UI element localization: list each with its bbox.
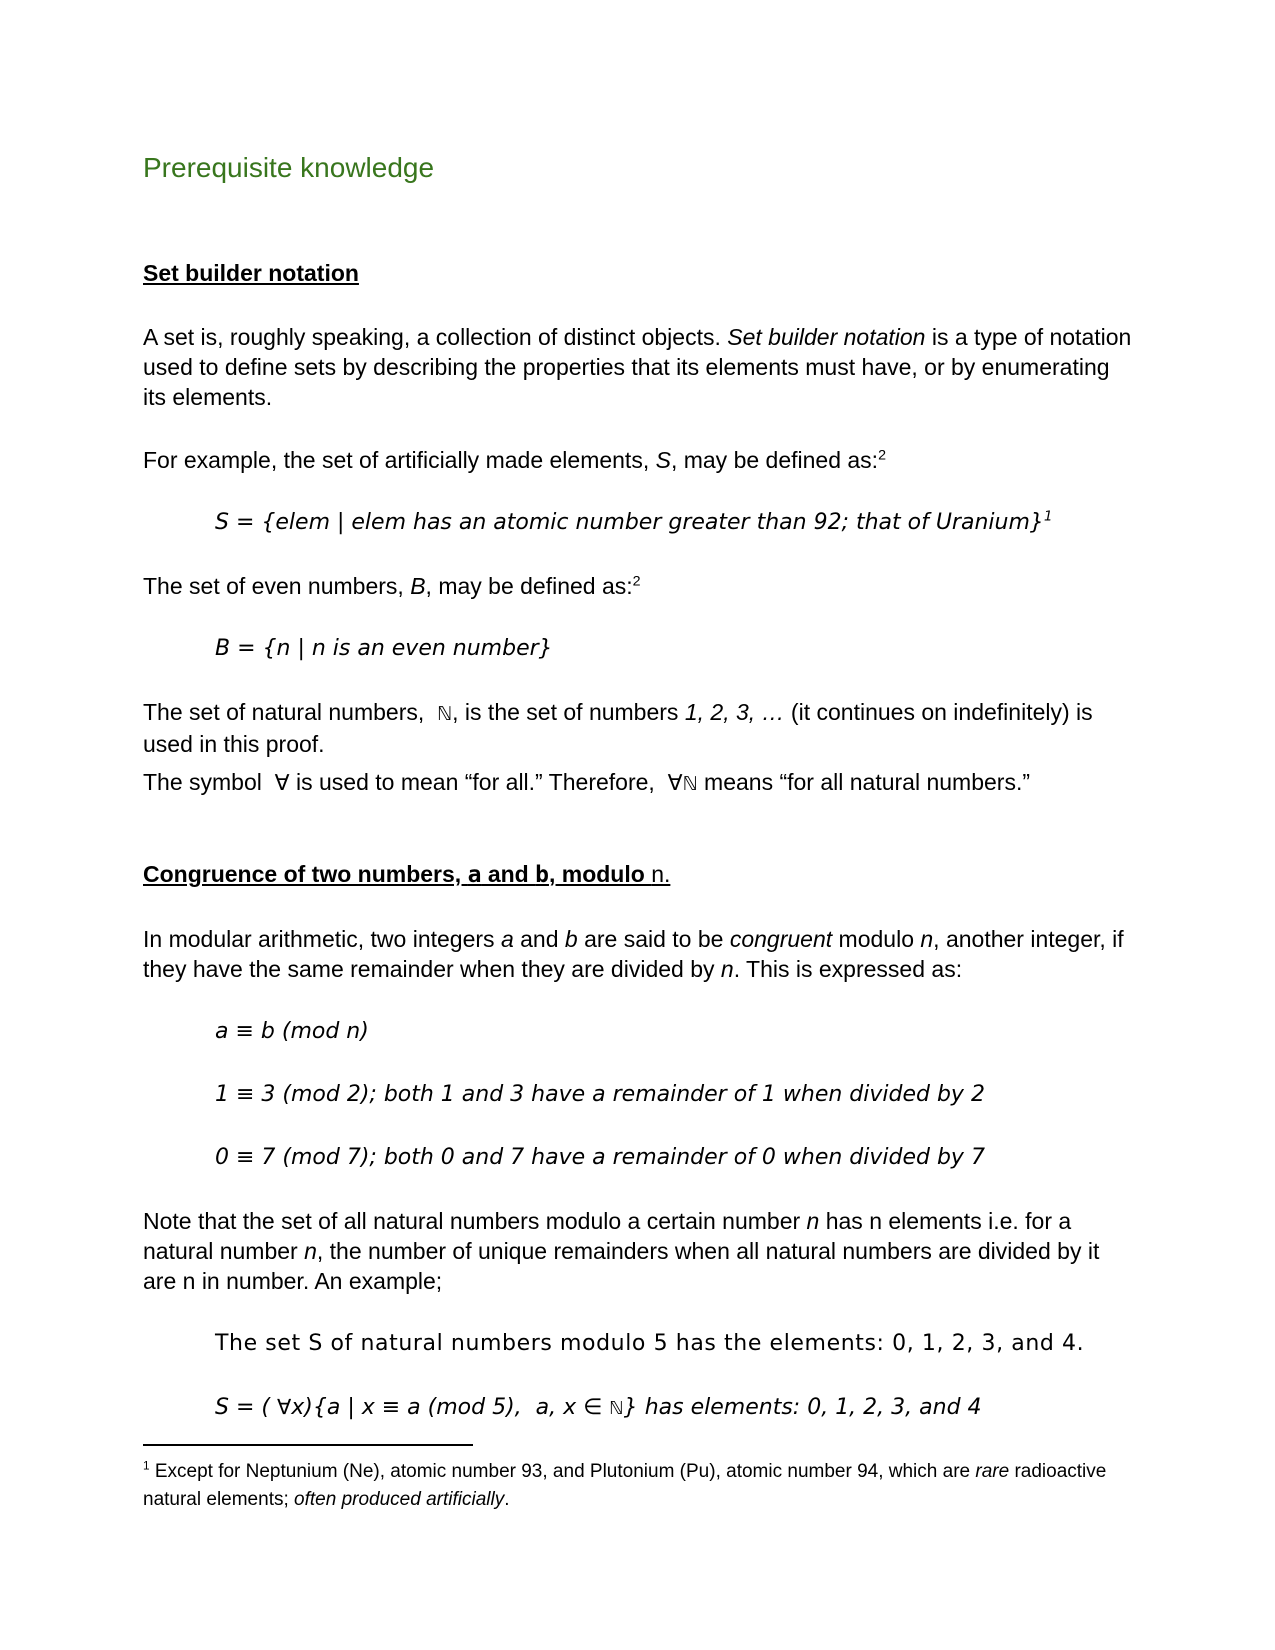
text-segment: often produced artificially [294, 1489, 505, 1510]
text-segment: modulo [832, 926, 921, 952]
text-segment: rare [975, 1461, 1010, 1482]
text-segment: and [513, 926, 565, 952]
text-segment: ℕ [609, 1398, 624, 1419]
text-segment: Note that the set of all natural numbers modulo a certain number [143, 1208, 807, 1234]
text-segment: b [564, 926, 578, 952]
text-segment: Except for Neptunium (Ne), atomic number 93, and Plutonium (Pu), atomic number 94, which are [149, 1461, 976, 1482]
eq-set-b-definition [215, 634, 1133, 664]
text-segment: and [481, 861, 536, 887]
text-segment: , the number of unique remainders when all natural numbers are divided by it are n in number. An example; [143, 1238, 1106, 1294]
text-segment: The set S of natural numbers modulo 5 has the elements: 0, 1, 2, 3, and 4. [215, 1331, 1085, 1356]
text-segment: Congruence of two numbers, [143, 861, 468, 887]
text-segment: , modulo [548, 861, 652, 887]
page-title: Prerequisite knowledge [143, 152, 435, 183]
text-segment: is used to mean “for all.” Therefore, [289, 769, 668, 795]
text-segment: ∀ [667, 771, 683, 796]
eq-congruence-general [215, 1017, 1133, 1047]
text-segment: 1 [1043, 508, 1053, 525]
text-segment: } has elements: 0, 1, 2, 3, and 4 [623, 1395, 982, 1420]
text-segment: 0 ≡ 7 (mod 7); both 0 and 7 have a remainder of 0 when divided by 7 [215, 1145, 985, 1170]
text-segment: ∀ [276, 1395, 292, 1419]
text-segment: radioactive natural elements; [143, 1461, 1112, 1510]
para-example-intro [143, 445, 1133, 475]
para-even-numbers-intro [143, 571, 1133, 601]
text-segment: a ≡ b (mod n) [215, 1019, 369, 1044]
text-segment: , another integer, if they have the same remainder when they are divided by [143, 926, 1131, 982]
eq-set-modulo-5-definition [215, 1392, 1133, 1424]
text-segment: , is the set of numbers [452, 699, 685, 725]
text-segment: , may be defined as: [425, 573, 633, 599]
example-set-modulo-5 [215, 1329, 1133, 1359]
text-segment: n. [651, 861, 671, 887]
text-segment: x){a | x ≡ a (mod 5), a, x ∈ [291, 1395, 610, 1420]
text-segment: , may be defined as: [670, 447, 879, 473]
text-segment: n [806, 1208, 820, 1234]
text-segment: 2 [632, 573, 641, 590]
para-set-definition [143, 322, 1138, 412]
text-segment: 1 [143, 1459, 150, 1473]
eq-congruence-example-1 [215, 1080, 1133, 1110]
eq-set-s-definition [215, 508, 1133, 538]
text-segment: 1, 2, 3, … [684, 699, 785, 725]
text-segment: 1 ≡ 3 (mod 2); both 1 and 3 have a remainder of 1 when divided by 2 [215, 1082, 985, 1107]
text-segment: The set of even numbers, [143, 573, 411, 599]
text-segment: means “for all natural numbers.” [697, 769, 1030, 795]
text-segment: S = ( [215, 1395, 277, 1420]
text-segment: congruent [729, 926, 833, 952]
text-segment: . This is expressed as: [733, 956, 963, 982]
para-natural-numbers [143, 697, 1133, 759]
document-content [143, 150, 1138, 1514]
text-segment: In modular arithmetic, two integers [143, 926, 501, 952]
heading-set-builder-notation [143, 258, 1133, 288]
text-segment: b [535, 862, 549, 888]
text-segment: The symbol [143, 769, 275, 795]
text-segment: n [920, 926, 934, 952]
text-segment: The set of natural numbers, [143, 699, 438, 725]
text-segment: S [655, 447, 671, 473]
text-segment: a [500, 926, 514, 952]
text-segment: ∀ [274, 771, 290, 796]
text-segment: are said to be [577, 926, 730, 952]
para-note-modulo-elements [143, 1206, 1133, 1296]
text-segment: B [410, 573, 426, 599]
text-segment: For example, the set of artificially made elements, [143, 447, 656, 473]
para-congruence-definition [143, 924, 1133, 984]
text-segment: ℕ [437, 703, 453, 724]
text-segment: has n elements i.e. for a natural number [143, 1208, 1078, 1264]
text-segment: a [467, 862, 482, 888]
document-body [143, 258, 1138, 1424]
text-segment: Set builder notation [143, 260, 359, 286]
text-segment: Set builder notation [727, 324, 926, 350]
text-segment: (it continues on indefinitely) is used in this proof. [143, 699, 1100, 757]
text-segment: is a type of notation used to define sets by describing the properties that its elements must have, or by enumerating its elements. [143, 324, 1138, 410]
text-segment: S = {elem | elem has an atomic number greater than 92; that of Uranium} [215, 510, 1044, 535]
text-segment: n [720, 956, 734, 982]
text-segment: A set is, roughly speaking, a collection of distinct objects. [143, 324, 728, 350]
text-segment: B = {n | n is an even number} [215, 636, 553, 661]
text-segment: 2 [878, 447, 887, 464]
para-forall-symbol [143, 767, 1133, 799]
eq-congruence-example-2 [215, 1143, 1133, 1173]
footnote-text [143, 1458, 1133, 1514]
text-segment: ℕ [682, 773, 698, 794]
heading-congruence [143, 859, 1133, 890]
footnote-divider [143, 1444, 473, 1446]
text-segment: n [304, 1238, 317, 1264]
text-segment: . [504, 1489, 510, 1510]
